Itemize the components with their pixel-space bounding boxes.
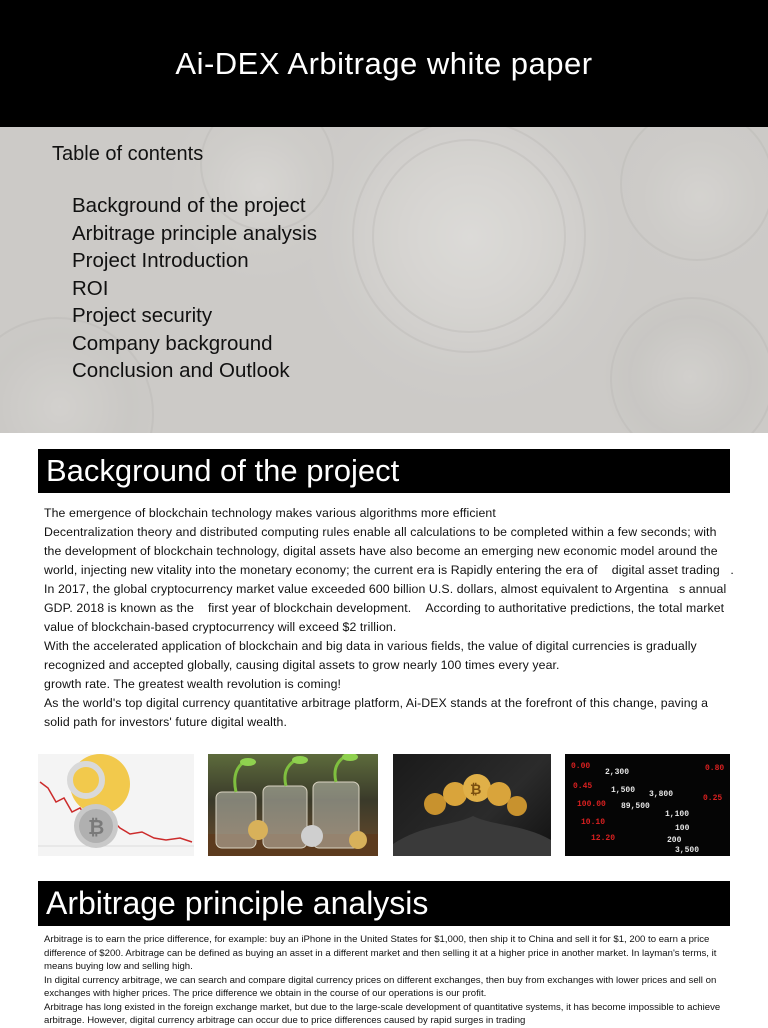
paragraph: In 2017, the global cryptocurrency market value exceeded 600 billion U.S. dollars, almost equivalent to Argentina s annual GDP. 2018 is known as the first year of blockchain development. According to authoritative predictions, the total market value of blockchain-based cryptocurrency will exceed $2 trillion.: [44, 582, 727, 634]
section-body: [44, 933, 734, 1028]
paragraph: As the world's top digital currency quantitative arbitrage platform, Ai-DEX stands at the forefront of this change, paving a solid path for investors' future digital wealth.: [44, 696, 709, 729]
paragraph: growth rate. The greatest wealth revolution is coming!: [44, 677, 342, 691]
paragraph: In digital currency arbitrage, we can search and compare digital currency prices on different exchanges, then buy from exchanges with lower prices and sell on exchanges with higher prices. The price difference we obtain in the course of our operations is our profit.: [44, 974, 717, 999]
paragraph: Arbitrage has long existed in the foreign exchange market, but due to the large-scale development of quantitative systems, it has become impossible to achieve arbitrage. However, digital currency arbitrage can occur due to price differences caused by rapid surges in trading: [44, 1001, 721, 1026]
toc-item[interactable]: Arbitrage principle analysis: [72, 221, 317, 245]
bitcoin-hands-photo: [393, 754, 551, 856]
coin-jars-photo: [208, 754, 378, 856]
toc-item[interactable]: Background of the project: [72, 194, 306, 217]
ticker-value: 3,500: [675, 846, 700, 855]
ticker-value: 89,500: [621, 802, 650, 811]
title-banner: [0, 0, 768, 127]
paragraph: The emergence of blockchain technology makes various algorithms more efficient: [44, 506, 496, 520]
toc-item[interactable]: Project security: [72, 304, 213, 327]
ticker-value: 200: [667, 836, 682, 845]
section-heading-bar: [38, 881, 730, 926]
toc-item[interactable]: Company background: [72, 331, 273, 355]
document-title: Ai-DEX Arbitrage white paper: [175, 45, 593, 81]
ticker-value: 1,500: [611, 786, 636, 795]
ticker-value: 1,100: [665, 810, 690, 819]
toc-title: Table of contents: [52, 143, 204, 165]
svg-text:₿: ₿: [470, 782, 482, 798]
section-body: [44, 504, 734, 732]
ticker-value: 2,300: [605, 768, 630, 777]
ticker-value: 100: [675, 824, 690, 833]
toc-item[interactable]: Project Introduction: [72, 249, 249, 272]
bitcoin-chart-photo: [38, 754, 194, 856]
section-heading: Background of the project: [46, 453, 400, 488]
table-of-contents-panel: [0, 127, 768, 433]
toc-list: [52, 192, 317, 385]
section-heading-bar: [38, 449, 730, 493]
section-heading: Arbitrage principle analysis: [46, 885, 429, 921]
toc-item[interactable]: ROI: [72, 276, 109, 300]
svg-text:₿: ₿: [88, 815, 105, 839]
paragraph: Arbitrage is to earn the price difference, for example: buy an iPhone in the United States for $1,000, then ship it to China and sell it for $1, 200 to earn a price difference of $200. Arbitrage can be defined as buying an asset in a different market and then selling it at a higher price in another market. In layman's terms, it means buying low and selling high.: [44, 934, 717, 972]
paragraph: Decentralization theory and distributed computing rules enable all calculations to be completed within a few seconds; with the development of blockchain technology, digital assets have also become an emerging new economic model around the world, injecting new vitality into the monetary economy; the current era is Rapidly entering the era of digital asset trading .: [44, 525, 734, 577]
paragraph: With the accelerated application of blockchain and big data in various fields, the value of digital currencies is gradually recognized and accepted globally, causing digital assets to grow nearly 100 times every year.: [44, 639, 697, 672]
toc-item[interactable]: Conclusion and Outlook: [72, 359, 290, 382]
ticker-value: 3,800: [649, 790, 674, 799]
price-ticker-photo: 0.00 2,300 0.45 1,500 3,800 100.00 89,500 1,100 10.10 100 12.20 200 3,500 0.80 0.25: [565, 754, 730, 856]
